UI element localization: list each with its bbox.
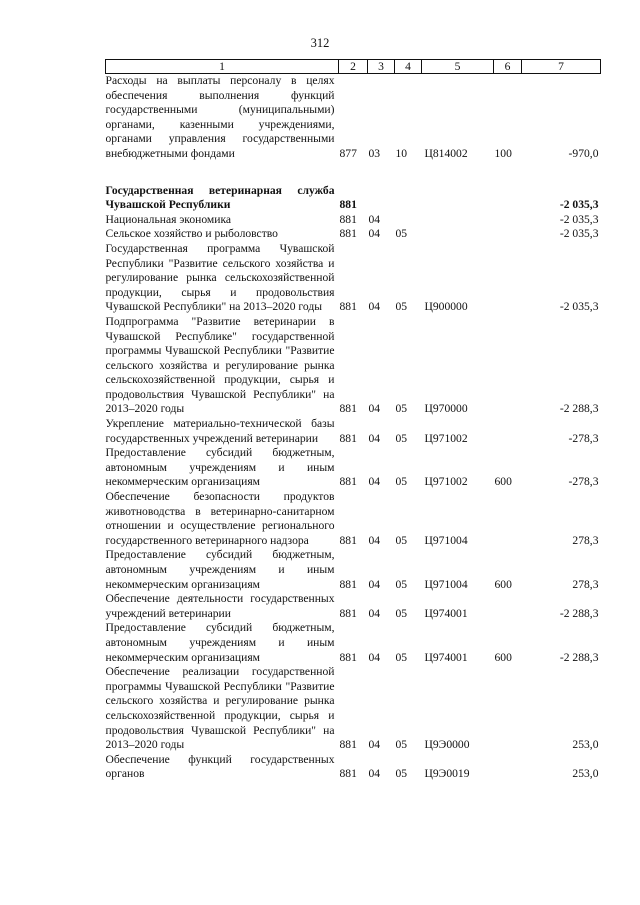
row-amount: 278,3 xyxy=(572,533,599,547)
row-section-code: 04 xyxy=(368,650,381,664)
row-section-code: 04 xyxy=(368,212,381,226)
spacer-cell xyxy=(106,162,601,184)
header-col-7: 7 xyxy=(522,60,601,74)
row-description: Государственная программа Чувашской Республики "Развитие сельского хозяйства и регулирование рынка сельскохозяйственной продукции, сырья и продовольствия Чувашской Республики" на 2013–2020 годы xyxy=(105,241,335,314)
table-row xyxy=(106,242,601,315)
row-amount: -2 035,3 xyxy=(559,300,599,314)
row-target-article: Ц900000 xyxy=(424,300,468,314)
row-description: Предоставление субсидий бюджетным, автономным учреждениям и иным некоммерческим организациям xyxy=(105,446,335,489)
row-subsection-code: 05 xyxy=(395,606,408,620)
row-ministry-code: 881 xyxy=(339,431,357,445)
row-target-article: Ц974001 xyxy=(424,650,468,664)
row-subsection-code: 05 xyxy=(395,767,408,781)
table-row xyxy=(106,227,601,242)
row-subsection-code: 05 xyxy=(395,431,408,445)
row-description: Подпрограмма "Развитие ветеринарии в Чувашской Республике" государственной программы Чувашской Республики "Развитие сельского хозяйства и регулирование рынка сельскохозяйственной продукции, сырья и продовольствия Чувашской Республики" на 2013–2020 годы xyxy=(105,314,335,416)
row-ministry-code: 881 xyxy=(339,402,357,416)
row-target-article: Ц814002 xyxy=(424,146,468,160)
row-section-code: 04 xyxy=(368,300,381,314)
row-target-article xyxy=(422,184,494,213)
header-col-2: 2 xyxy=(339,60,368,74)
row-expense-type xyxy=(494,315,522,417)
table-row xyxy=(106,417,601,446)
row-amount: 253,0 xyxy=(572,767,599,781)
row-section-code xyxy=(368,184,395,213)
row-subsection-code: 05 xyxy=(395,227,408,241)
row-amount: -2 035,3 xyxy=(559,227,599,241)
row-amount: -2 288,3 xyxy=(559,402,599,416)
row-expense-type: 100 xyxy=(494,146,512,160)
table-row xyxy=(106,184,601,213)
row-description: Предоставление субсидий бюджетным, автономным учреждениям и иным некоммерческим организациям xyxy=(105,621,335,664)
row-amount: -2 035,3 xyxy=(559,198,599,212)
row-expense-type xyxy=(494,490,522,548)
row-target-article xyxy=(422,213,494,228)
row-subsection-code: 05 xyxy=(395,650,408,664)
row-ministry-code: 881 xyxy=(339,767,357,781)
row-ministry-code: 881 xyxy=(339,198,357,212)
row-description: Сельское хозяйство и рыболовство xyxy=(105,227,278,241)
row-subsection-code: 05 xyxy=(395,402,408,416)
row-ministry-code: 881 xyxy=(339,212,357,226)
row-expense-type xyxy=(494,753,522,782)
page-number: 312 xyxy=(310,36,330,50)
row-expense-type xyxy=(494,213,522,228)
row-subsection-code: 05 xyxy=(395,475,408,489)
row-subsection-code: 05 xyxy=(395,300,408,314)
row-description: Предоставление субсидий бюджетным, автономным учреждениям и иным некоммерческим организациям xyxy=(105,548,335,591)
spacer-row xyxy=(106,162,601,184)
row-section-code: 04 xyxy=(368,227,381,241)
table-row xyxy=(106,446,601,490)
row-target-article: Ц974001 xyxy=(424,606,468,620)
row-expense-type xyxy=(494,184,522,213)
row-target-article: Ц9Э0019 xyxy=(424,767,470,781)
row-section-code: 04 xyxy=(368,402,381,416)
row-subsection-code: 05 xyxy=(395,533,408,547)
table-row xyxy=(106,74,601,162)
row-description: Обеспечение безопасности продуктов животноводства в ветеринарно-санитарном отношении и осуществление регионального государственного ветеринарного надзора xyxy=(105,490,335,547)
row-ministry-code: 881 xyxy=(339,606,357,620)
row-amount: -278,3 xyxy=(568,475,599,489)
row-description: Укрепление материально-технической базы государственных учреждений ветеринарии xyxy=(105,417,335,445)
row-amount: -2 035,3 xyxy=(559,212,599,226)
row-expense-type: 600 xyxy=(494,475,512,489)
row-section-code: 04 xyxy=(368,577,381,591)
row-expense-type xyxy=(494,417,522,446)
row-section-code: 04 xyxy=(368,533,381,547)
row-description: Обеспечение реализации государственной программы Чувашской Республики "Развитие сельского хозяйства и регулирование рынка сельскохозяйственной продукции, сырья и продовольствия Чувашской Республики" на 2013–2020 годы xyxy=(105,665,335,752)
row-target-article xyxy=(422,227,494,242)
header-col-3: 3 xyxy=(368,60,395,74)
row-ministry-code: 881 xyxy=(339,577,357,591)
row-section-code: 04 xyxy=(368,606,381,620)
table-row xyxy=(106,592,601,621)
row-description: Обеспечение деятельности государственных учреждений ветеринарии xyxy=(105,592,335,620)
table-row xyxy=(106,665,601,753)
row-target-article: Ц971004 xyxy=(424,577,468,591)
row-target-article: Ц971002 xyxy=(424,475,468,489)
row-subsection-code: 10 xyxy=(395,146,408,160)
budget-table xyxy=(105,59,601,782)
row-amount: 253,0 xyxy=(572,738,599,752)
row-amount: -278,3 xyxy=(568,431,599,445)
row-description: Расходы на выплаты персоналу в целях обеспечения выполнения функций государственными (муниципальными) органами, казенными учреждениями, органами управления государственными внебюджетными фондами xyxy=(105,74,335,160)
row-section-code: 04 xyxy=(368,738,381,752)
row-section-code: 04 xyxy=(368,767,381,781)
header-col-1: 1 xyxy=(106,60,339,74)
header-col-5: 5 xyxy=(422,60,494,74)
row-target-article: Ц970000 xyxy=(424,402,468,416)
row-ministry-code: 877 xyxy=(339,146,357,160)
row-target-article: Ц971004 xyxy=(424,533,468,547)
row-amount: -2 288,3 xyxy=(559,606,599,620)
row-target-article: Ц971002 xyxy=(424,431,468,445)
row-amount: -970,0 xyxy=(568,146,599,160)
table-row xyxy=(106,315,601,417)
row-ministry-code: 881 xyxy=(339,738,357,752)
table-header-row xyxy=(106,60,601,74)
row-section-code: 04 xyxy=(368,431,381,445)
row-expense-type xyxy=(494,227,522,242)
row-ministry-code: 881 xyxy=(339,475,357,489)
row-expense-type xyxy=(494,592,522,621)
row-ministry-code: 881 xyxy=(339,650,357,664)
table-row xyxy=(106,621,601,665)
row-expense-type: 600 xyxy=(494,577,512,591)
table-row xyxy=(106,213,601,228)
row-description: Государственная ветеринарная служба Чувашской Республики xyxy=(105,183,335,212)
row-description: Национальная экономика xyxy=(105,212,232,226)
row-ministry-code: 881 xyxy=(339,533,357,547)
row-subsection-code xyxy=(395,213,422,228)
row-subsection-code: 05 xyxy=(395,738,408,752)
row-section-code: 04 xyxy=(368,475,381,489)
table-row xyxy=(106,490,601,548)
row-expense-type: 600 xyxy=(494,650,512,664)
row-subsection-code: 05 xyxy=(395,577,408,591)
row-ministry-code: 881 xyxy=(339,227,357,241)
header-col-6: 6 xyxy=(494,60,522,74)
row-target-article: Ц9Э0000 xyxy=(424,738,470,752)
header-col-4: 4 xyxy=(395,60,422,74)
row-ministry-code: 881 xyxy=(339,300,357,314)
table-row xyxy=(106,753,601,782)
row-description: Обеспечение функций государственных органов xyxy=(105,752,335,781)
row-section-code: 03 xyxy=(368,146,381,160)
row-expense-type xyxy=(494,242,522,315)
row-amount: 278,3 xyxy=(572,577,599,591)
row-expense-type xyxy=(494,665,522,753)
row-amount: -2 288,3 xyxy=(559,650,599,664)
table-body xyxy=(106,74,601,782)
table-row xyxy=(106,548,601,592)
row-subsection-code xyxy=(395,184,422,213)
